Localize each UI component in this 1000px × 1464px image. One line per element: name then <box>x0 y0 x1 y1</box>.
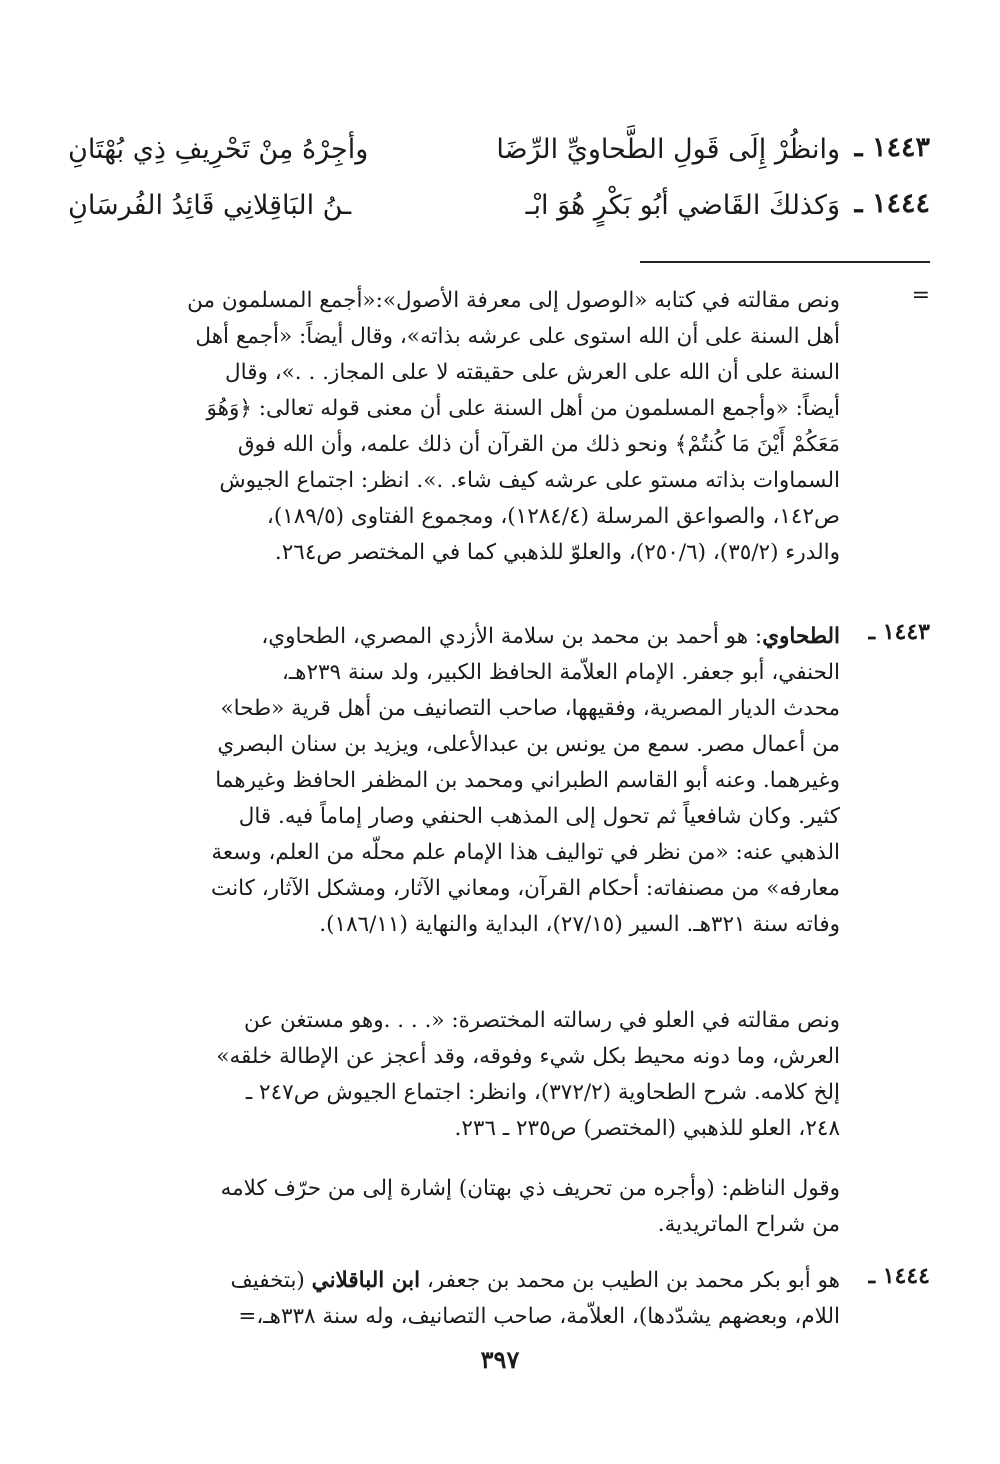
text-line: معارفه» من مصنفاته: أحكام القرآن، ومعاني الآثار، ومشكل الآثار، كانت <box>211 876 840 901</box>
note-number-1443: ١٤٤٣ ـ <box>868 619 930 645</box>
text-line: السنة على أن الله على العرش على حقيقته لا على المجاز. . .»، وقال <box>225 360 840 385</box>
note-text: : هو أحمد بن محمد بن سلامة الأزدي المصري، الطحاوي، <box>261 624 763 649</box>
text-line: من شراح الماتريدية. <box>657 1212 840 1237</box>
text-line: إلخ كلامه. شرح الطحاوية (٣٧٢/٢)، وانظر: اجتماع الجيوش ص٢٤٧ ـ <box>245 1080 840 1105</box>
note-text: (بتخفيف <box>230 1268 312 1293</box>
text-line: وقول الناظم: (وأجره من تحريف ذي بهتان) إشارة إلى من حرّف كلامه <box>220 1176 840 1201</box>
footnote-continuation <box>80 283 840 571</box>
verse-1443 <box>68 128 930 174</box>
continuation-marker: = <box>911 283 930 308</box>
note-text: اللام، وبعضهم يشدّدها)، العلاّمة، صاحب التصانيف، وله سنة ٣٣٨هـ، <box>256 1304 840 1329</box>
text-line: ٢٤٨، العلو للذهبي (المختصر) ص٢٣٥ ـ ٢٣٦. <box>454 1116 840 1141</box>
verse-number: ١٤٤٣ ـ <box>854 132 930 163</box>
text-line: مَعَكُمْ أَيْنَ مَا كُنتُمْ﴾ ونحو ذلك من القرآن أن ذلك علمه، وأن الله فوق <box>237 432 840 457</box>
text-line: وغيرهما. وعنه أبو القاسم الطبراني ومحمد بن المظفر الحافظ وغيرهما <box>215 768 840 793</box>
note-text: هو أبو بكر محمد بن الطيب بن محمد بن جعفر، <box>420 1268 840 1293</box>
text-line: ص١٤٢، والصواعق المرسلة (١٢٨٤/٤)، ومجموع الفتاوى (١٨٩/٥)، <box>266 504 840 529</box>
text-line <box>80 619 840 655</box>
text-line: والدرء (٣٥/٢)، (٢٥٠/٦)، والعلوّ للذهبي كما في المختصر ص٢٦٤. <box>274 540 840 565</box>
text-line: أهل السنة على أن الله استوى على عرشه بذاته»، وقال أيضاً: «أجمع أهل <box>195 324 840 349</box>
text-line: الذهبي عنه: «من نظر في تواليف هذا الإمام علم محلّه من العلم، وسعة <box>211 840 840 865</box>
text-line <box>80 1263 840 1299</box>
note-heading: ابن الباقلاني <box>311 1268 421 1293</box>
verse-number: ١٤٤٤ ـ <box>854 188 930 219</box>
note-1443-paragraph-3 <box>80 1171 840 1243</box>
text-line: وفاته سنة ٣٢١هـ. السير (٢٧/١٥)، البداية والنهاية (١٨٦/١١). <box>319 912 840 937</box>
footnote-separator <box>640 261 930 263</box>
verse-1444 <box>68 184 930 230</box>
text-line: العرش، وما دونه محيط بكل شيء وفوقه، وقد أعجز عن الإطالة خلقه» <box>216 1044 840 1069</box>
text-line: ونص مقالته في كتابه «الوصول إلى معرفة الأصول»:«أجمع المسلمون من <box>187 288 840 313</box>
note-1444 <box>80 1263 840 1335</box>
text-line: أيضاً: «وأجمع المسلمون من أهل السنة على أن معنى قوله تعالى: ﴿وَهُوَ <box>206 396 840 421</box>
text-line: محدث الديار المصرية، وفقيهها، صاحب التصانيف من أهل قرية «طحا» <box>220 696 840 721</box>
verse-second-hemistich: ـنُ البَاقِلانِي قَائِدُ الفُرسَانِ <box>68 190 352 221</box>
verse-second-hemistich: وأجِرْهُ مِنْ تَحْرِيفِ ذِي بُهْتَانِ <box>68 134 369 165</box>
text-line: الحنفي، أبو جعفر. الإمام العلاّمة الحافظ الكبير، ولد سنة ٢٣٩هـ، <box>281 660 840 685</box>
note-1443 <box>80 619 840 943</box>
text-line: السماوات بذاته مستو على عرشه كيف شاء. .». انظر: اجتماع الجيوش <box>219 468 840 493</box>
text-line: كثير. وكان شافعياً ثم تحول إلى المذهب الحنفي وصار إماماً فيه. قال <box>238 804 840 829</box>
continuation-marker: = <box>238 1304 257 1329</box>
note-1443-paragraph-2 <box>80 1003 840 1147</box>
text-line <box>80 1299 840 1335</box>
text-line: من أعمال مصر. سمع من يونس بن عبدالأعلى، ويزيد بن سنان البصري <box>217 732 840 757</box>
page-number: ٣٩٧ <box>480 1345 520 1374</box>
note-number-1444: ١٤٤٤ ـ <box>868 1263 930 1289</box>
text-line: ونص مقالته في العلو في رسالته المختصرة: «. . . .وهو مستغن عن <box>243 1008 840 1033</box>
verse-first-hemistich: وانظُرْ إِلَى قَولِ الطَّحاويِّ الرِّضَا <box>496 134 840 165</box>
verse-first-hemistich: وَكذلكَ القَاضي أبُو بَكْرٍ هُوَ ابْـ <box>525 190 840 221</box>
note-heading: الطحاوي <box>762 624 840 649</box>
